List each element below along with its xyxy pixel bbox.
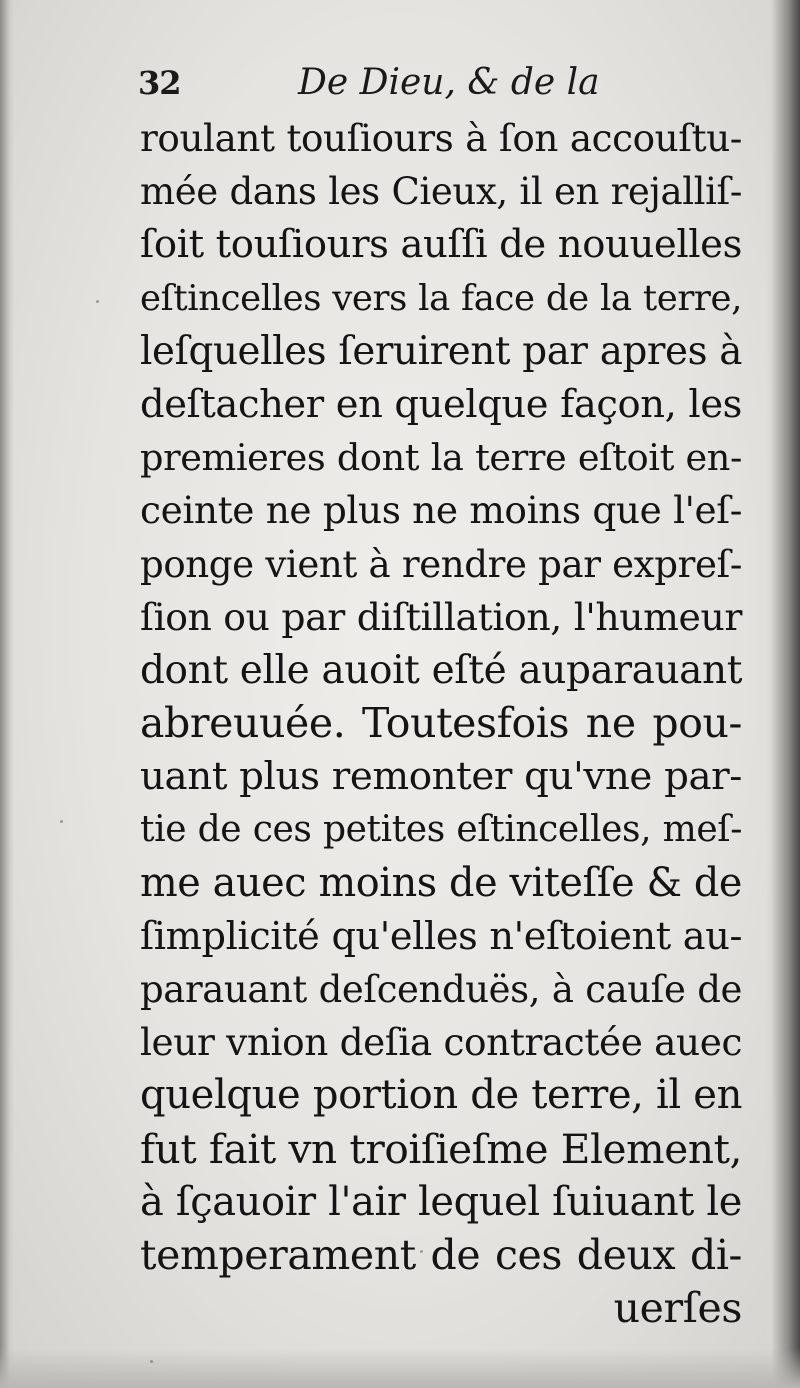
text-line: deſtacher en quelque façon, les — [140, 381, 742, 427]
running-head: De Dieu, & de la — [298, 62, 600, 103]
page-number: 32 — [138, 64, 181, 102]
catchword: uerſes — [613, 1284, 742, 1333]
text-line: roulant touſiours à ſon accouſtu- — [140, 116, 742, 160]
text-line: leur vnion deſia contractée auec — [140, 1020, 742, 1065]
text-line: mée dans les Cieux, il en rejalliſ- — [140, 170, 742, 214]
text-line: ponge vient à rendre par expreſ- — [140, 542, 742, 586]
paper-speck — [96, 300, 99, 303]
page-right-edge-shadow — [766, 0, 800, 1388]
paper-speck — [60, 820, 63, 823]
text-line: quelque portion de terre, il en — [140, 1072, 742, 1119]
text-line: ſoit touſiours auſſi de nouuelles — [140, 222, 742, 268]
text-line: eſtincelles vers la face de la terre, — [140, 277, 742, 319]
text-line: ſimplicité qu'elles n'eſtoient au- — [140, 913, 742, 959]
text-line: tie de ces petites eſtincelles, meſ- — [140, 809, 742, 851]
text-line: abreuuée. Toutesfois ne pou- — [140, 699, 742, 748]
text-line: ſion ou par diſtillation, l'humeur — [140, 594, 742, 639]
text-line: à ſçauoir l'air lequel ſuiuant le — [140, 1178, 742, 1225]
text-line: premieres dont la terre eſtoit en- — [140, 436, 742, 480]
body-text — [140, 112, 742, 1335]
text-line: parauant deſcenduës, à cauſe de — [140, 968, 742, 1011]
paper-speck — [150, 1360, 153, 1363]
text-line: me auec moins de viteſſe & de — [140, 859, 742, 906]
text-line: dont elle auoit eſté auparauant — [140, 647, 742, 693]
page-bottom-edge-shadow — [0, 1348, 800, 1388]
page-header — [138, 58, 738, 114]
text-line: ceinte ne plus ne moins que l'eſ- — [140, 488, 742, 533]
text-line: temperament de ces deux di- — [140, 1230, 742, 1279]
text-line: uant plus remonter qu'vne par- — [140, 754, 742, 800]
page-left-edge-shadow — [0, 0, 14, 1388]
text-line: leſquelles ſeruirent par apres à — [140, 328, 742, 374]
text-line: fut fait vn troiſieſme Element, — [140, 1124, 742, 1173]
